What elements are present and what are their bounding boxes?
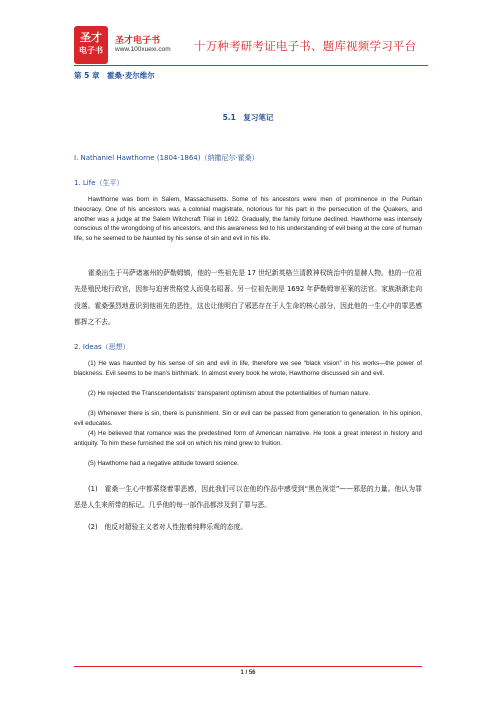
logo-bottom-text: 电子书 (79, 46, 103, 55)
life-heading: 1. Life（生平） (74, 179, 124, 187)
idea-item-3: (3) Whenever there is sin, there is punishment. Sin or evil can be passed from generation to generation. In his opinion, evil educates. (74, 410, 422, 427)
idea-cn-item-1: (1) 霍桑一生心中都萦绕着罪恶感，因此我们可以在他的作品中感受到“黑色视觉”——邪恶的力量。他认为罪恶是人生来所带的标记。几乎他的每一部作品都涉及到了罪与恶。 (74, 485, 422, 510)
subject-heading: I. Nathaniel Hawthorne (1804-1864)（纳撒尼尔·霍桑） (74, 154, 259, 162)
footer-divider (74, 666, 422, 667)
idea-cn-item-2: (2) 他反对超验主义者对人性抱着纯粹乐观的态度。 (88, 523, 248, 531)
brand-logo[interactable] (74, 26, 108, 64)
logo-top-text: 圣才 (80, 31, 102, 44)
idea-item-1: (1) He was haunted by his sense of sin and evil in life, therefore we see “black vision” in his works—the power of blackness. Evil seems to be man’s birthmark. In almost every book he wrote, Hawthorne discussed sin and evil. (74, 360, 422, 377)
section-title: 5.1 复习笔记 (222, 113, 274, 122)
header-divider (74, 65, 428, 66)
header-slogan: 十万种考研考证电子书、题库视频学习平台 (194, 39, 417, 53)
life-paragraph-en: Hawthorne was born in Salem, Massachusetts. Some of his ancestors were men of prominence in the Puritan theocracy. One of his ancestors was a colonial magistrate, notorious for his part in the persecution of the Quakers, and another was a judge at the Salem Witchcraft Trial in 1692. Gradually, the family fortune declined. Hawthorne was intensely conscious of the wrongdoing of his ancestors, and this awareness led to his understanding of evil being at the core of human life, so he seemed to be haunted by his sense of sin and evil in his life. (74, 196, 422, 243)
life-paragraph-cn: 霍桑出生于马萨诸塞州的萨勒姆镇，他的一些祖先是 17 世纪新英格兰清教神权统治中的显赫人物。他的一位祖先是殖民地行政官，因参与迫害贵格党人而臭名昭著。另一位祖先则是 1692 年萨勒姆审巫案的法官。家族渐渐走向没落。霍桑强烈地意识到他祖先的恶性，这也让他明白了邪恶存在于人生命的核心部分，因此他的一生心中的罪恶感都挥之不去。 (74, 269, 422, 327)
ideas-heading: 2. Ideas（思想） (74, 343, 130, 351)
page-number: 1 / 56 (240, 670, 256, 676)
idea-item-5: (5) Hawthorne had a negative attitude toward science. (88, 460, 239, 467)
chapter-title: 第 5 章 霍桑·麦尔维尔 (74, 71, 155, 80)
brand-name: 圣才电子书 (115, 36, 161, 46)
idea-item-2: (2) He rejected the Transcendentalists’ transparent optimism about the potentialities of human nature. (88, 390, 371, 397)
page-header (74, 26, 428, 66)
brand-url[interactable]: www.100xuexi.com (115, 46, 171, 53)
idea-item-4: (4) He believed that romance was the predestined form of American narrative. He took a great interest in history and antiquity. To him these furnished the soil on which his mind grew to fruition. (74, 430, 422, 447)
